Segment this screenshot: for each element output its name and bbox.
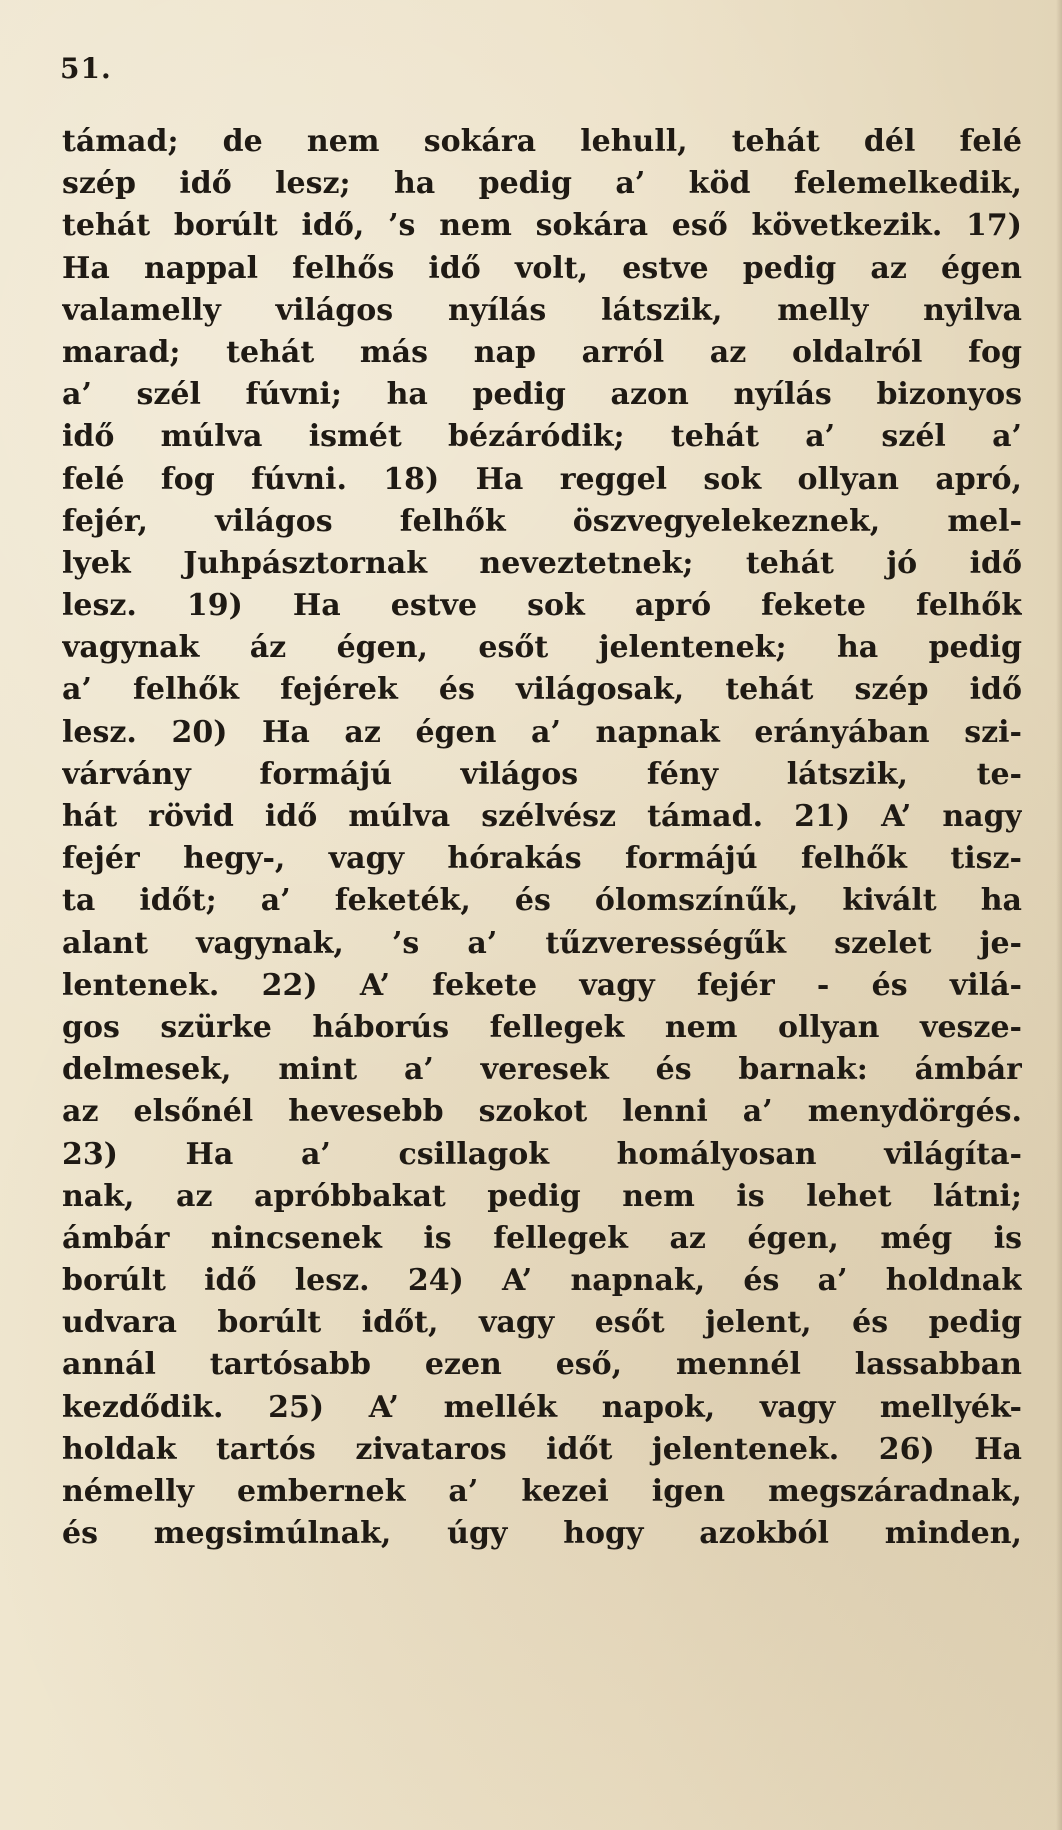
text-line: némelly embernek a’ kezei igen megszáradnak,: [62, 1474, 1022, 1509]
text-line: kezdődik. 25) A’ mellék napok, vagy mellyék-: [62, 1389, 1022, 1425]
text-line: 23) Ha a’ csillagok homályosan világíta-: [62, 1136, 1022, 1172]
text-line: fejér, világos felhők öszvegyelekeznek, mel-: [62, 503, 1022, 539]
page-number: 51.: [60, 52, 112, 85]
text-line: ta időt; a’ feketék, és ólomszínűk, kivált ha: [62, 883, 1022, 919]
text-line: annál tartósabb ezen eső, mennél lassabban: [62, 1347, 1022, 1383]
text-line: gos szürke háborús fellegek nem ollyan vesze-: [62, 1009, 1022, 1045]
text-line: idő múlva ismét bézáródik; tehát a’ szél a’: [62, 419, 1022, 455]
text-line: udvara borúlt időt, vagy esőt jelent, és pedig: [62, 1305, 1022, 1341]
text-line: felé fog fúvni. 18) Ha reggel sok ollyan apró,: [62, 461, 1022, 497]
text-line: hát rövid idő múlva szélvész támad. 21) A’ nagy: [62, 799, 1022, 834]
text-line: a’ felhők fejérek és világosak, tehát szép idő: [62, 672, 1022, 708]
text-line: alant vagynak, ’s a’ tűzverességűk szelet je-: [62, 925, 1022, 961]
text-line: Ha nappal felhős idő volt, estve pedig az égen: [62, 250, 1022, 286]
text-line: lyek Juhpásztornak neveztetnek; tehát jó idő: [62, 545, 1022, 581]
text-line: a’ szél fúvni; ha pedig azon nyílás bizonyos: [62, 377, 1022, 413]
text-line: marad; tehát más nap arról az oldalról fog: [62, 334, 1022, 370]
body-text: [62, 121, 1022, 1555]
text-line: az elsőnél hevesebb szokot lenni a’ menydörgés.: [62, 1094, 1022, 1130]
text-line: és megsimúlnak, úgy hogy azokból minden,: [62, 1516, 1022, 1552]
text-line: borúlt idő lesz. 24) A’ napnak, és a’ holdnak: [62, 1263, 1022, 1299]
text-line: delmesek, mint a’ veresek és barnak: ámbár: [62, 1052, 1022, 1088]
text-line: ámbár nincsenek is fellegek az égen, még is: [62, 1220, 1022, 1256]
text-line: nak, az apróbbakat pedig nem is lehet látni;: [62, 1178, 1022, 1214]
text-line: lentenek. 22) A’ fekete vagy fejér - és vilá-: [62, 967, 1022, 1003]
text-line: várvány formájú világos fény látszik, te-: [62, 756, 1022, 792]
text-line: lesz. 20) Ha az égen a’ napnak erányában szi-: [62, 714, 1022, 750]
text-line: tehát borúlt idő, ’s nem sokára eső következik. 17): [62, 208, 1022, 244]
text-line: támad; de nem sokára lehull, tehát dél felé: [62, 124, 1022, 159]
page-edge-shadow: [1056, 0, 1062, 1830]
text-line: szép idő lesz; ha pedig a’ köd felemelkedik,: [62, 166, 1022, 202]
text-line: lesz. 19) Ha estve sok apró fekete felhők: [62, 588, 1022, 624]
text-line: fejér hegy-, vagy hórakás formájú felhők tisz-: [62, 841, 1022, 877]
text-line: holdak tartós zivataros időt jelentenek. 26) Ha: [62, 1431, 1022, 1467]
text-line: valamelly világos nyílás látszik, melly nyilva: [62, 292, 1022, 328]
text-line: vagynak áz égen, esőt jelentenek; ha pedig: [62, 630, 1022, 666]
